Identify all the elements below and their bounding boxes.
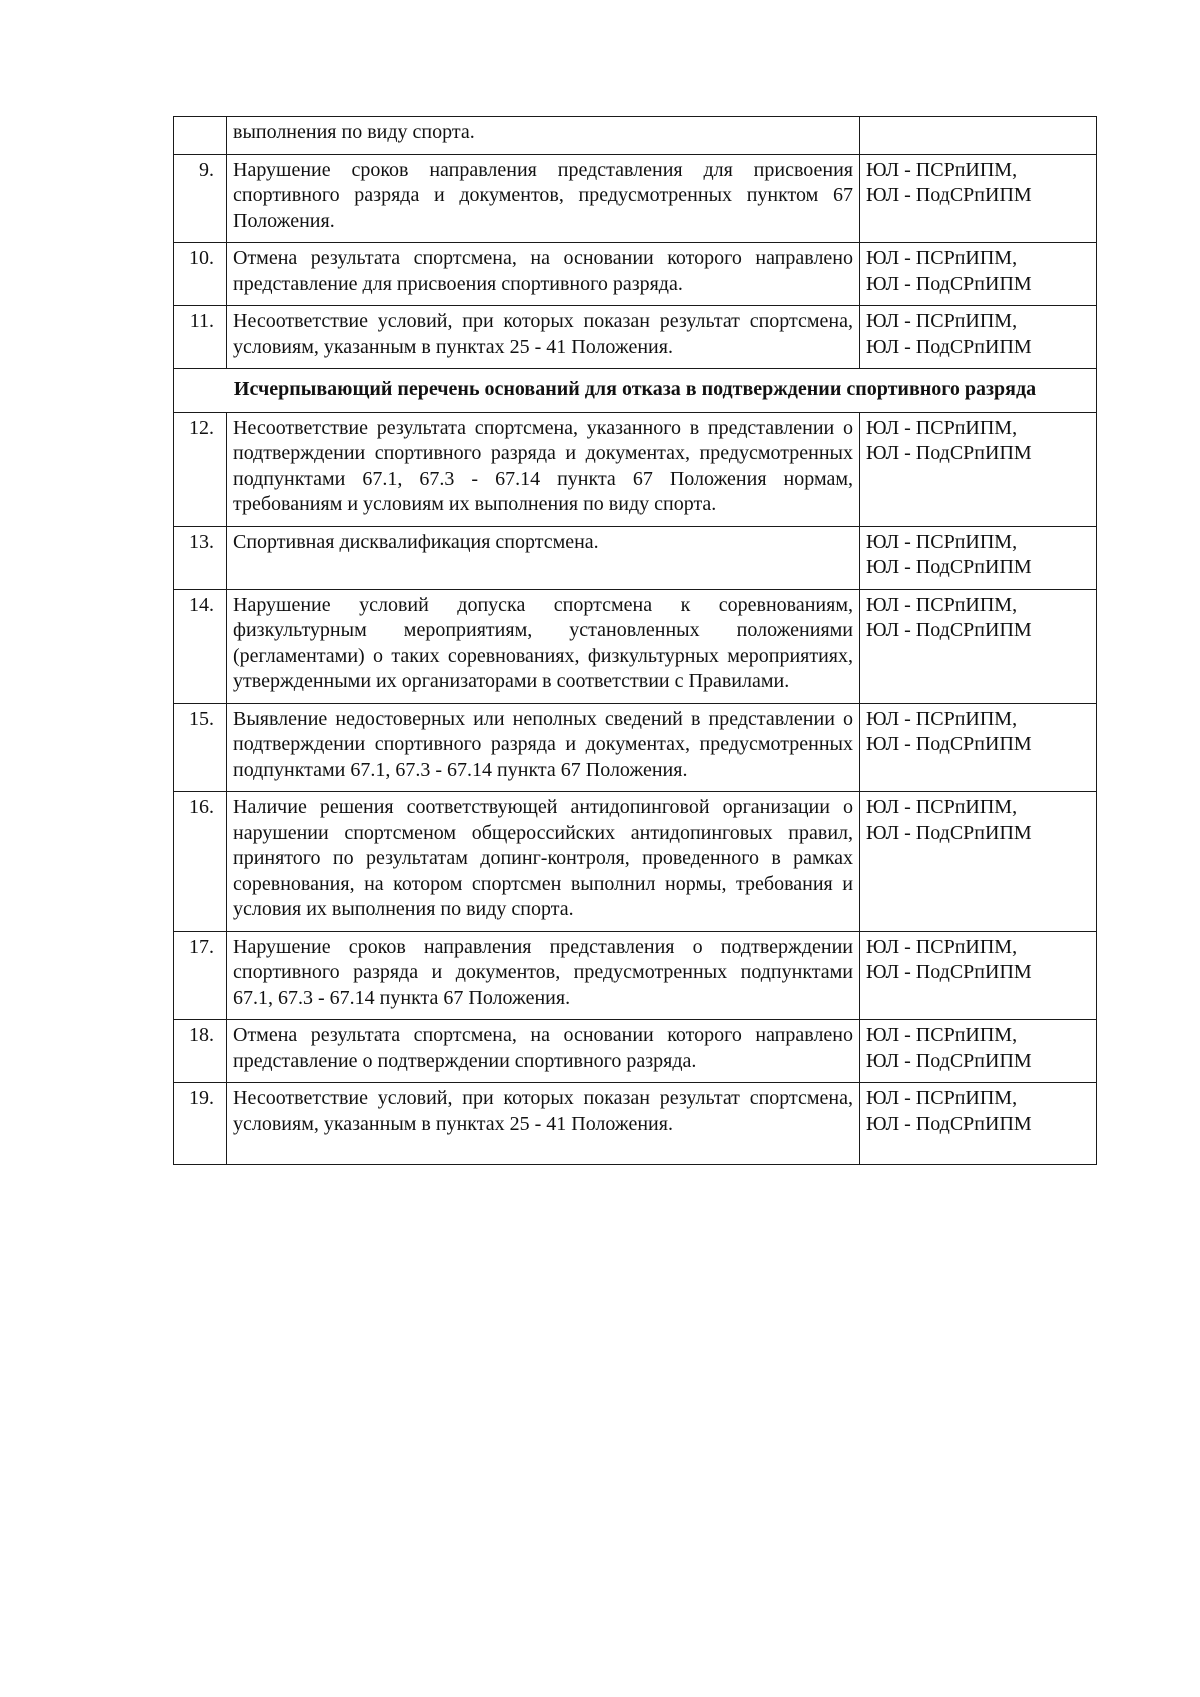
row-number: 11. xyxy=(174,306,227,369)
row-number: 10. xyxy=(174,243,227,306)
row-ground-text: Наличие решения соответствующей антидопинговой организации о нарушении спортсменом общероссийских антидопинговых правил, принятого по результатам допинг-контроля, проведенного в рамках соревнования, на котором спортсмен выполнил нормы, требования и условия их выполнения по виду спорта. xyxy=(227,792,860,932)
row-subject-line-1: ЮЛ - ПСРпИПМ, xyxy=(866,935,1018,958)
row-ground-text: Отмена результата спортсмена, на основании которого направлено представление для присвоения спортивного разряда. xyxy=(227,243,860,306)
row-ground-text: Несоответствие условий, при которых показан результат спортсмена, условиям, указанным в пунктах 25 - 41 Положения. xyxy=(227,1083,860,1165)
row-subject-line-2: ЮЛ - ПодСРпИПМ xyxy=(866,619,1032,641)
row-ground-text: Спортивная дисквалификация спортсмена. xyxy=(227,526,860,589)
row-ground-text: Нарушение сроков направления представления о подтверждении спортивного разряда и документов, предусмотренных подпунктами 67.1, 67.3 - 67.14 пункта 67 Положения. xyxy=(227,931,860,1020)
row-ground-text: Выявление недостоверных или неполных сведений в представлении о подтверждении спортивного разряда и документах, предусмотренных подпунктами 67.1, 67.3 - 67.14 пункта 67 Положения. xyxy=(227,703,860,792)
table-row xyxy=(174,243,1097,306)
row-subject xyxy=(860,526,1097,589)
table-row xyxy=(174,792,1097,932)
table-row xyxy=(174,703,1097,792)
row-subject-line-1: ЮЛ - ПСРпИПМ, xyxy=(866,1024,1018,1046)
table-row xyxy=(174,117,1097,155)
row-subject xyxy=(860,931,1097,1020)
row-number xyxy=(174,117,227,155)
row-subject-line-1: ЮЛ - ПСРпИПМ, xyxy=(866,796,1018,818)
row-number: 18. xyxy=(174,1020,227,1083)
row-subject-line-2: ЮЛ - ПодСРпИПМ xyxy=(866,442,1032,464)
row-subject-line-2: ЮЛ - ПодСРпИПМ xyxy=(866,821,1032,844)
row-subject xyxy=(860,412,1097,526)
row-subject xyxy=(860,1083,1097,1165)
table-row xyxy=(174,931,1097,1020)
row-subject-line-2: ЮЛ - ПодСРпИПМ xyxy=(866,1112,1032,1135)
row-subject-line-2: ЮЛ - ПодСРпИПМ xyxy=(866,733,1032,755)
row-subject-line-1: ЮЛ - ПСРпИПМ, xyxy=(866,247,1018,269)
row-subject xyxy=(860,589,1097,703)
table-row xyxy=(174,589,1097,703)
table-row xyxy=(174,1020,1097,1083)
table-row xyxy=(174,412,1097,526)
row-number: 17. xyxy=(174,931,227,1020)
row-number: 16. xyxy=(174,792,227,932)
grounds-table xyxy=(173,116,1097,1165)
row-ground-text: Нарушение условий допуска спортсмена к соревнованиям, физкультурным мероприятиям, установленных положениями (регламентами) о таких соревнованиях, физкультурных мероприятиях, утвержденными их организаторами в соответствии с Правилами. xyxy=(227,589,860,703)
table-row xyxy=(174,526,1097,589)
row-number: 15. xyxy=(174,703,227,792)
row-ground-text: Несоответствие условий, при которых показан результат спортсмена, условиям, указанным в пунктах 25 - 41 Положения. xyxy=(227,306,860,369)
row-subject-line-1: ЮЛ - ПСРпИПМ, xyxy=(866,530,1018,553)
row-subject xyxy=(860,117,1097,155)
row-subject-line-1: ЮЛ - ПСРпИПМ, xyxy=(866,1087,1018,1109)
row-subject-line-1: ЮЛ - ПСРпИПМ, xyxy=(866,593,1018,616)
row-ground-text: Нарушение сроков направления представления для присвоения спортивного разряда и документов, предусмотренных пунктом 67 Положения. xyxy=(227,154,860,243)
table-row xyxy=(174,1083,1097,1165)
row-subject xyxy=(860,154,1097,243)
table-row xyxy=(174,306,1097,369)
section-heading-row xyxy=(174,369,1097,413)
row-number: 12. xyxy=(174,412,227,526)
row-subject-line-2: ЮЛ - ПодСРпИПМ xyxy=(866,184,1032,206)
row-number: 19. xyxy=(174,1083,227,1165)
row-subject-line-1: ЮЛ - ПСРпИПМ, xyxy=(866,310,1018,332)
row-subject xyxy=(860,703,1097,792)
row-subject xyxy=(860,1020,1097,1083)
row-subject-line-2: ЮЛ - ПодСРпИПМ xyxy=(866,272,1032,295)
row-subject-line-2: ЮЛ - ПодСРпИПМ xyxy=(866,961,1032,983)
row-subject xyxy=(860,306,1097,369)
section-heading: Исчерпывающий перечень оснований для отказа в подтверждении спортивного разряда xyxy=(174,369,1097,413)
row-subject-line-2: ЮЛ - ПодСРпИПМ xyxy=(866,556,1032,578)
row-number: 9. xyxy=(174,154,227,243)
row-ground-text: Несоответствие результата спортсмена, указанного в представлении о подтверждении спортивного разряда и документах, предусмотренных подпунктами 67.1, 67.3 - 67.14 пункта 67 Положения нормам, требованиям и условиям их выполнения по виду спорта. xyxy=(227,412,860,526)
row-subject xyxy=(860,792,1097,932)
row-subject-line-2: ЮЛ - ПодСРпИПМ xyxy=(866,1049,1032,1072)
row-subject xyxy=(860,243,1097,306)
row-subject-line-1: ЮЛ - ПСРпИПМ, xyxy=(866,707,1018,730)
row-subject-line-1: ЮЛ - ПСРпИПМ, xyxy=(866,416,1018,439)
row-ground-text: Отмена результата спортсмена, на основании которого направлено представление о подтверждении спортивного разряда. xyxy=(227,1020,860,1083)
row-number: 13. xyxy=(174,526,227,589)
row-subject-line-2: ЮЛ - ПодСРпИПМ xyxy=(866,335,1032,358)
row-subject-line-1: ЮЛ - ПСРпИПМ, xyxy=(866,158,1018,181)
table-row xyxy=(174,154,1097,243)
row-number: 14. xyxy=(174,589,227,703)
row-ground-text: выполнения по виду спорта. xyxy=(227,117,860,155)
